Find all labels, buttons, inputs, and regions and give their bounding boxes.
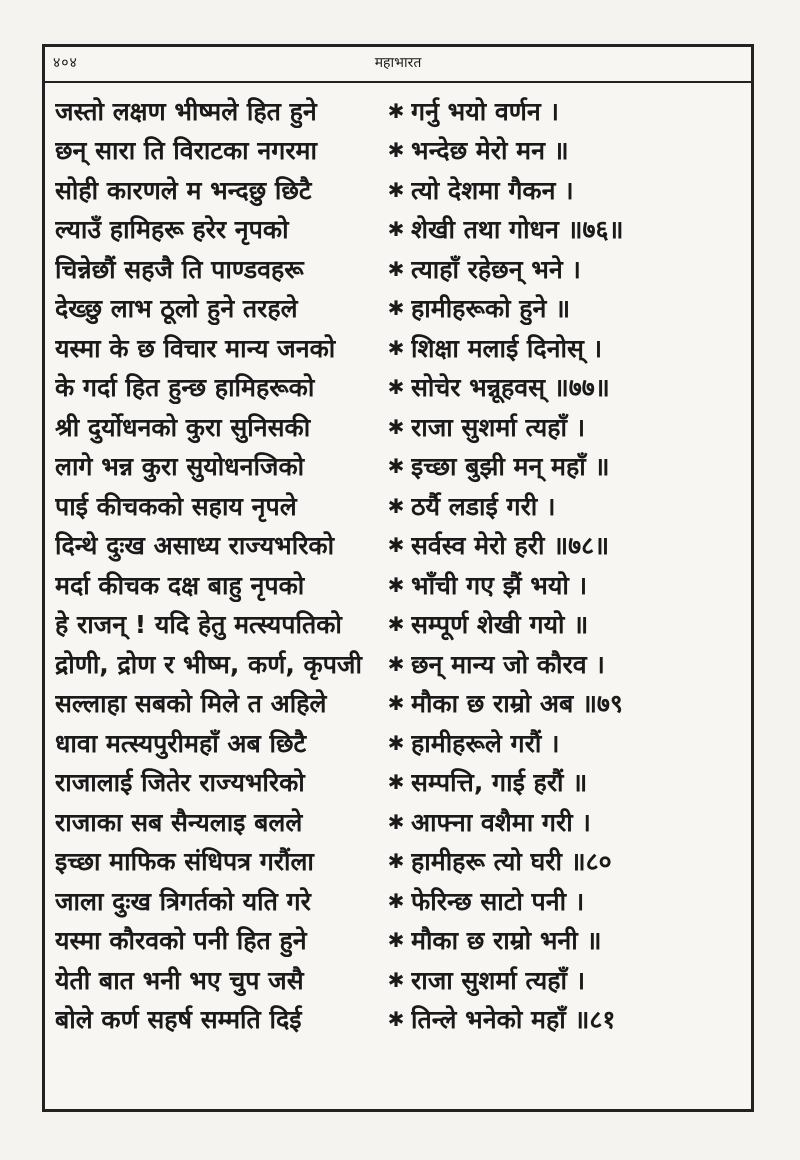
verse-first-half: श्री दुर्योधनको कुरा सुनिसकी	[55, 412, 311, 442]
verse-second-half: मौका छ राम्रो अब ॥७९	[411, 689, 623, 719]
star-separator-icon: ✱	[387, 98, 405, 123]
verse-line	[55, 763, 743, 803]
verse-first-half: बोले कर्ण सहर्ष सम्मति दिई	[55, 1005, 302, 1035]
star-separator-icon: ✱	[387, 770, 405, 795]
star-separator-icon: ✱	[387, 414, 405, 439]
verse-first-half: लागे भन्न कुरा सुयोधनजिको	[55, 452, 305, 482]
verse-first-half: पाई कीचकको सहाय नृपले	[55, 491, 297, 521]
verse-line	[55, 328, 743, 368]
verse-second-half: सम्पत्ति, गाई हरौं ॥	[411, 768, 588, 798]
verse-second-half: छन् मान्य जो कौरव ।	[411, 649, 605, 679]
verse-line	[55, 644, 743, 684]
star-separator-icon: ✱	[387, 1007, 405, 1032]
verse-first-half: ल्याउँ हामिहरू हरेर नृपको	[55, 215, 289, 245]
verse-line	[55, 921, 743, 961]
star-separator-icon: ✱	[387, 493, 405, 518]
verse-line	[55, 91, 743, 131]
star-separator-icon: ✱	[387, 849, 405, 874]
verse-first-half: सल्लाहा सबको मिले त अहिले	[55, 689, 327, 719]
verse-first-half: छन् सारा ति विराटका नगरमा	[55, 136, 317, 166]
verse-first-half: हे राजन् ! यदि हेतु मत्स्यपतिको	[55, 610, 342, 640]
page-number: ४०४	[53, 55, 78, 71]
verse-first-half: देख्छु लाभ ठूलो हुने तरहले	[55, 294, 298, 324]
verse-first-half: यस्मा कौरवको पनी हित हुने	[55, 926, 307, 956]
star-separator-icon: ✱	[387, 888, 405, 913]
verse-first-half: द्रोणी, द्रोण र भीष्म, कर्ण, कृपजी	[55, 649, 362, 679]
verse-second-half: हामीहरू त्यो घरी ॥८०	[411, 847, 612, 877]
star-separator-icon: ✱	[387, 928, 405, 953]
star-separator-icon: ✱	[387, 967, 405, 992]
verse-line	[55, 684, 743, 724]
verse-second-half: भाँची गए झैं भयो ।	[411, 570, 588, 600]
verse-second-half: राजा सुशर्मा त्यहाँ ।	[411, 412, 586, 442]
verse-first-half: यस्मा के छ विचार मान्य जनको	[55, 333, 336, 363]
verse-line	[55, 802, 743, 842]
verse-second-half: सोचेर भन्नूहवस् ॥७७॥	[411, 373, 610, 403]
verse-line	[55, 249, 743, 289]
verse-second-half: शिक्षा मलाई दिनोस् ।	[411, 333, 603, 363]
star-separator-icon: ✱	[387, 533, 405, 558]
verse-second-half: मौका छ राम्रो भनी ॥	[411, 926, 602, 956]
verse-first-half: सोही कारणले म भन्दछु छिटै	[55, 175, 312, 205]
verse-first-half: दिन्थे दुःख असाध्य राज्यभरिको	[55, 531, 335, 561]
verse-line	[55, 842, 743, 882]
verse-line	[55, 605, 743, 645]
verse-first-half: येती बात भनी भए चुप जसै	[55, 965, 304, 995]
verse-line	[55, 407, 743, 447]
verse-block	[45, 83, 751, 1039]
verse-line	[55, 289, 743, 329]
verse-line	[55, 486, 743, 526]
verse-second-half: त्याहाँ रहेछन् भने ।	[411, 254, 581, 284]
verse-second-half: इच्छा बुझी मन् महाँ ॥	[411, 452, 610, 482]
verse-line	[55, 565, 743, 605]
running-header	[45, 47, 751, 83]
star-separator-icon: ✱	[387, 572, 405, 597]
verse-first-half: मर्दा कीचक दक्ष बाहु नृपको	[55, 570, 305, 600]
star-separator-icon: ✱	[387, 612, 405, 637]
star-separator-icon: ✱	[387, 809, 405, 834]
verse-second-half: त्यो देशमा गैकन ।	[411, 175, 574, 205]
verse-first-half: इच्छा माफिक संधिपत्र गरौंला	[55, 847, 314, 877]
star-separator-icon: ✱	[387, 138, 405, 163]
verse-second-half: आफ्ना वशैमा गरी ।	[411, 807, 591, 837]
verse-second-half: शेखी तथा गोधन ॥७६॥	[411, 215, 624, 245]
verse-second-half: सम्पूर्ण शेखी गयो ॥	[411, 610, 589, 640]
verse-first-half: राजालाई जितेर राज्यभरिको	[55, 768, 305, 798]
verse-second-half: राजा सुशर्मा त्यहाँ ।	[411, 965, 586, 995]
star-separator-icon: ✱	[387, 651, 405, 676]
star-separator-icon: ✱	[387, 217, 405, 242]
verse-second-half: भन्देछ मेरो मन ॥	[411, 136, 569, 166]
verse-second-half: गर्नु भयो वर्णन ।	[411, 96, 559, 126]
star-separator-icon: ✱	[387, 730, 405, 755]
verse-second-half: फेरिन्छ साटो पनी ।	[411, 886, 585, 916]
verse-line	[55, 1000, 743, 1040]
verse-line	[55, 960, 743, 1000]
verse-first-half: जस्तो लक्षण भीष्मले हित हुने	[55, 96, 317, 126]
verse-second-half: ठर्यै लडाई गरी ।	[411, 491, 556, 521]
verse-line	[55, 210, 743, 250]
verse-line	[55, 881, 743, 921]
star-separator-icon: ✱	[387, 375, 405, 400]
verse-line	[55, 723, 743, 763]
star-separator-icon: ✱	[387, 296, 405, 321]
verse-second-half: सर्वस्व मेरो हरी ॥७८॥	[411, 531, 610, 561]
verse-line	[55, 170, 743, 210]
star-separator-icon: ✱	[387, 256, 405, 281]
verse-first-half: चिन्नेछौं सहजै ति पाण्डवहरू	[55, 254, 304, 284]
verse-line	[55, 526, 743, 566]
star-separator-icon: ✱	[387, 335, 405, 360]
verse-first-half: राजाका सब सैन्यलाइ बलले	[55, 807, 303, 837]
book-title: महाभारत	[374, 55, 422, 71]
star-separator-icon: ✱	[387, 691, 405, 716]
star-separator-icon: ✱	[387, 177, 405, 202]
verse-line	[55, 368, 743, 408]
verse-line	[55, 131, 743, 171]
verse-first-half: धावा मत्स्यपुरीमहाँ अब छिटै	[55, 728, 307, 758]
verse-line	[55, 447, 743, 487]
verse-first-half: जाला दुःख त्रिगर्तको यति गरे	[55, 886, 311, 916]
verse-second-half: हामीहरूको हुने ॥	[411, 294, 571, 324]
verse-second-half: तिन्ले भनेको महाँ ॥८१	[411, 1005, 616, 1035]
star-separator-icon: ✱	[387, 454, 405, 479]
verse-second-half: हामीहरूले गरौं ।	[411, 728, 560, 758]
verse-first-half: के गर्दा हित हुन्छ हामिहरूको	[55, 373, 315, 403]
page-frame	[42, 44, 754, 1112]
